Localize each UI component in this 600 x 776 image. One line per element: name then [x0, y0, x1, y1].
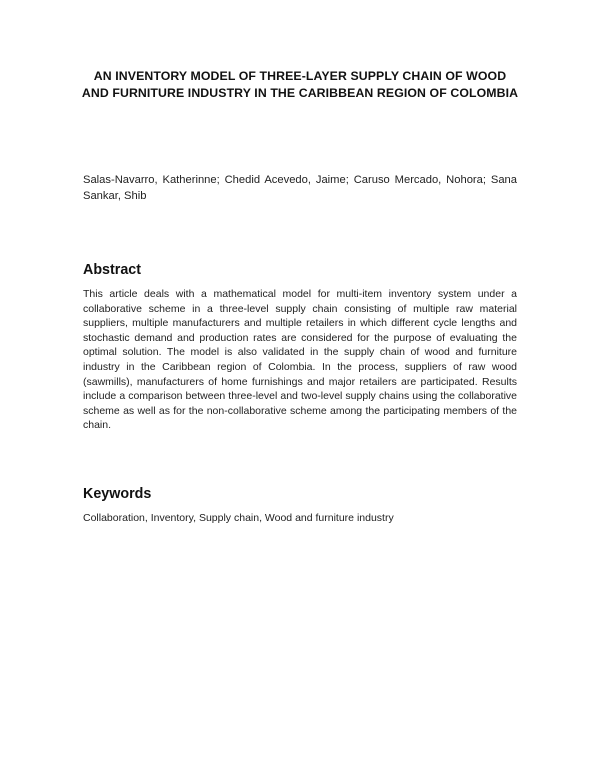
- author-list: Salas-Navarro, Katherinne; Chedid Acevedo, Jaime; Caruso Mercado, Nohora; Sana Sankar, Shib: [83, 174, 517, 202]
- abstract-heading: Abstract: [83, 262, 141, 278]
- keywords-text: Collaboration, Inventory, Supply chain, Wood and furniture industry: [83, 512, 394, 524]
- abstract-text: This article deals with a mathematical model for multi-item inventory system under a collaborative scheme in a three-level supply chain consisting of multiple raw material suppliers, multiple manufacturers and multiple retailers in which different cycle lengths and stochastic demand and production rates are considered for the purpose of evaluating the optimal solution. The model is also validated in the supply chain of wood and furniture industry in the Caribbean region of Colombia. In the process, suppliers of raw wood (sawmills), manufacturers of home furnishings and major retailers are participated. Results include a comparison between three-level and two-level supply chains using the collaborative scheme as well as for the non-collaborative scheme among the participating members of the chain.: [83, 288, 517, 432]
- paper-title: AN INVENTORY MODEL OF THREE-LAYER SUPPLY CHAIN OF WOOD AND FURNITURE INDUSTRY IN THE CARIBBEAN REGION OF COLOMBIA: [81, 69, 519, 100]
- keywords-heading: Keywords: [83, 486, 152, 502]
